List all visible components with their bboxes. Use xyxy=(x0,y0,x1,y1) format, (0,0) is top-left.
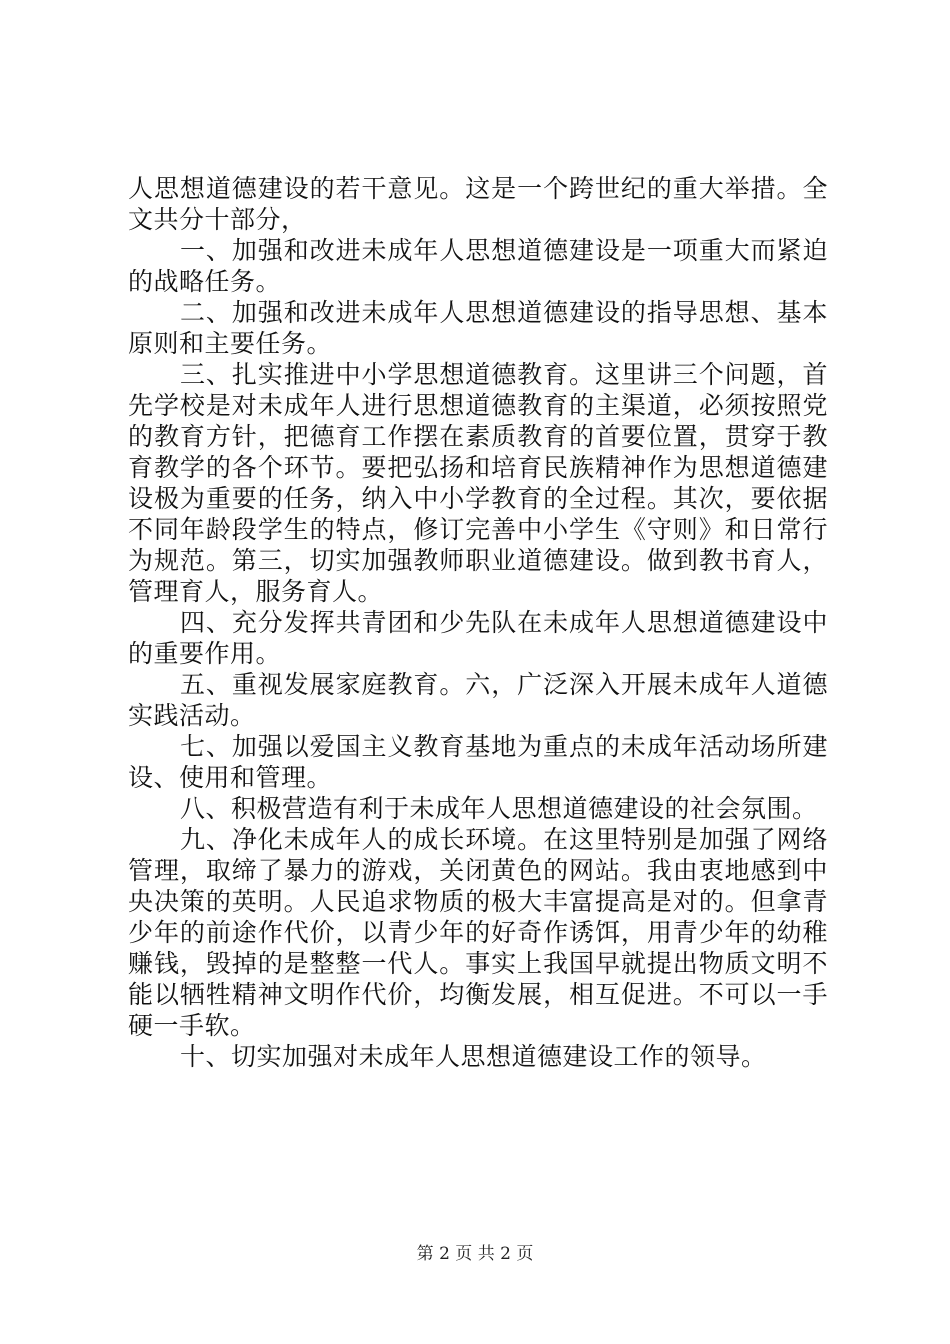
paragraph-section-3: 三、扎实推进中小学思想道德教育。这里讲三个问题，首先学校是对未成年人进行思想道德教育的主渠道，必须按照党的教育方针，把德育工作摆在素质教育的首要位置，贯穿于教育教学的各个环节。要把弘扬和培育民族精神作为思想道德建设极为重要的任务，纳入中小学教育的全过程。其次，要依据不同年龄段学生的特点，修订完善中小学生《守则》和日常行为规范。第三，切实加强教师职业道德建设。做到教书育人，管理育人，服务育人。 xyxy=(128,360,828,606)
paragraph-section-2: 二、加强和改进未成年人思想道德建设的指导思想、基本原则和主要任务。 xyxy=(128,298,828,358)
paragraph-section-5-6: 五、重视发展家庭教育。六，广泛深入开展未成年人道德实践活动。 xyxy=(128,670,828,730)
paragraph-section-8: 八、积极营造有利于未成年人思想道德建设的社会氛围。 xyxy=(180,794,818,823)
paragraph-continuation: 人思想道德建设的若干意见。这是一个跨世纪的重大举措。全文共分十部分， xyxy=(128,174,828,234)
paragraph-section-1: 一、加强和改进未成年人思想道德建设是一项重大而紧迫的战略任务。 xyxy=(128,236,828,296)
paragraph-section-4: 四、充分发挥共青团和少先队在未成年人思想道德建设中的重要作用。 xyxy=(128,608,828,668)
page-number-footer: 第 2 页 共 2 页 xyxy=(416,1244,534,1264)
paragraph-section-9: 九、净化未成年人的成长环境。在这里特别是加强了网络管理，取缔了暴力的游戏，关闭黄色的网站。我由衷地感到中央决策的英明。人民追求物质的极大丰富提高是对的。但拿青少年的前途作代价，以青少年的好奇作诱饵，用青少年的幼稚赚钱，毁掉的是整整一代人。事实上我国早就提出物质文明不能以牺牲精神文明作代价，均衡发展，相互促进。不可以一手硬一手软。 xyxy=(128,825,828,1040)
document-body xyxy=(128,173,828,1072)
paragraph-section-10: 十、切实加强对未成年人思想道德建设工作的领导。 xyxy=(180,1042,767,1071)
paragraph-section-7: 七、加强以爱国主义教育基地为重点的未成年活动场所建设、使用和管理。 xyxy=(128,732,828,792)
